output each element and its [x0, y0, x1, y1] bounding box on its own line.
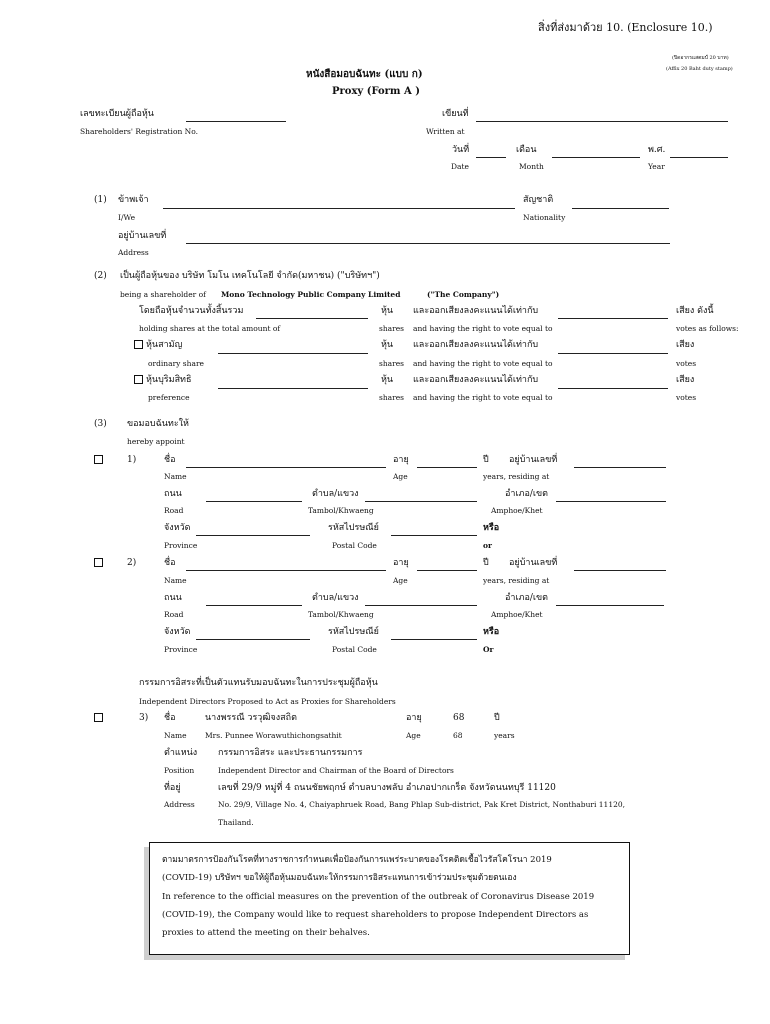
appoint-label-th: ขอมอบฉันทะให้: [127, 419, 189, 429]
proxy1-tambol-input[interactable]: [365, 501, 477, 502]
proxy2-house-input[interactable]: [574, 570, 666, 571]
proxy2-postal-input[interactable]: [391, 639, 477, 640]
preference-vote-label-th: และออกเสียงลงคะแนนได้เท่ากับ: [413, 375, 539, 385]
ordinary-votes-input[interactable]: [558, 353, 668, 354]
year-input[interactable]: [670, 157, 728, 158]
registration-label-en: Shareholders' Registration No.: [80, 127, 199, 136]
proxy3-years-th: ปี: [494, 713, 500, 723]
proxy1-postal-label-th: รหัสไปรษณีย์: [328, 523, 379, 533]
nationality-label-th: สัญชาติ: [523, 195, 554, 205]
year-label-th: พ.ศ.: [648, 145, 666, 155]
votes-follows-en: votes as follows:: [676, 324, 739, 333]
proxy3-checkbox[interactable]: [94, 713, 103, 722]
proxy1-house-label-th: อยู่บ้านเลขที่: [509, 455, 558, 465]
proxy3-position-label-en: Position: [164, 766, 195, 775]
proxy1-house-input[interactable]: [574, 467, 666, 468]
proxy2-road-input[interactable]: [206, 605, 302, 606]
preference-shares-unit-th: หุ้น: [381, 375, 394, 385]
proxy1-name-label-th: ชื่อ: [164, 455, 176, 465]
proxy3-address-en-line2: Thailand.: [218, 818, 254, 827]
proxy2-age-input[interactable]: [417, 570, 477, 571]
ordinary-shares-unit-th: หุ้น: [381, 340, 394, 350]
proxy3-name-label-en: Name: [164, 731, 187, 740]
registration-label-th: เลขทะเบียนผู้ถือหุ้น: [80, 109, 154, 119]
proxy2-years-en: years, residing at: [483, 576, 550, 585]
iwe-label-th: ข้าพเจ้า: [118, 195, 149, 205]
proxy2-province-label-en: Province: [164, 645, 198, 654]
ordinary-shares-input[interactable]: [218, 353, 368, 354]
proxy2-postal-label-en: Postal Code: [332, 645, 377, 654]
ordinary-share-label-th: หุ้นสามัญ: [146, 340, 183, 350]
proxy2-or-en: Or: [483, 645, 494, 654]
stamp-note-th: (ปิดอากรแสตมป์ 20 บาท): [672, 55, 729, 61]
preference-votes-unit-en: votes: [676, 393, 697, 402]
proxy2-tambol-label-th: ตำบล/แขวง: [312, 593, 359, 603]
form-title-th: หนังสือมอบฉันทะ (แบบ ก): [306, 69, 423, 80]
independent-heading-th: กรรมการอิสระที่เป็นตัวแทนรับมอบฉันทะในการประชุมผู้ถือหุ้น: [139, 678, 378, 688]
covid-notice-box: [149, 842, 630, 955]
proxy2-number: 2): [127, 558, 137, 568]
proxy1-tambol-label-en: Tambol/Khwaeng: [308, 506, 374, 515]
proxy2-or-th: หรือ: [483, 627, 500, 637]
ordinary-votes-unit-en: votes: [676, 359, 697, 368]
proxy3-address-th: เลขที่ 29/9 หมู่ที่ 4 ถนนชัยพฤกษ์ ตำบลบางพลับ อำเภอปากเกร็ด จังหวัดนนทบุรี 11120: [218, 783, 556, 793]
proxy1-checkbox[interactable]: [94, 455, 103, 464]
year-label-en: Year: [648, 162, 665, 171]
proxy2-house-label-th: อยู่บ้านเลขที่: [509, 558, 558, 568]
notice-en-line1: In reference to the official measures on the prevention of the outbreak of Coronavirus Disease 2019: [162, 892, 595, 902]
proxy2-postal-label-th: รหัสไปรษณีย์: [328, 627, 379, 637]
total-votes-input[interactable]: [558, 318, 668, 319]
shareholder-line-th: เป็นผู้ถือหุ้นของ บริษัท โมโน เทคโนโลยี จำกัด(มหาชน) ("บริษัทฯ"): [120, 271, 380, 281]
written-at-input[interactable]: [476, 121, 728, 122]
preference-vote-label-en: and having the right to vote equal to: [413, 393, 553, 402]
proxy3-address-label-en: Address: [164, 800, 195, 809]
proxy3-address-en-line1: No. 29/9, Village No. 4, Chaiyaphruek Road, Bang Phlap Sub-district, Pak Kret District, Nonthaburi 11120,: [218, 800, 626, 809]
proxy1-years-th: ปี: [483, 455, 489, 465]
form-title-en: Proxy (Form A ): [332, 86, 420, 97]
preference-share-label-th: หุ้นบุริมสิทธิ: [146, 375, 192, 385]
proxy3-name-th: นางพรรณี วรวุฒิจงสถิต: [205, 713, 297, 723]
proxy3-age: 68: [453, 713, 465, 723]
proxy1-road-input[interactable]: [206, 501, 302, 502]
proxy1-age-label-en: Age: [393, 472, 408, 481]
proxy2-name-input[interactable]: [186, 570, 386, 571]
proxy2-road-label-en: Road: [164, 610, 184, 619]
proxy3-age-label-th: อายุ: [406, 713, 422, 723]
iwe-label-en: I/We: [118, 213, 136, 222]
proxy1-amphoe-input[interactable]: [556, 501, 666, 502]
month-label-en: Month: [519, 162, 544, 171]
nationality-label-en: Nationality: [523, 213, 566, 222]
enclosure-label: สิ่งที่ส่งมาด้วย 10. (Enclosure 10.): [538, 21, 713, 34]
proxy2-amphoe-input[interactable]: [556, 605, 664, 606]
written-at-label-en: Written at: [426, 127, 465, 136]
total-shares-label-th: โดยถือหุ้นจำนวนทั้งสิ้นรวม: [139, 306, 244, 316]
proxy2-amphoe-label-en: Amphoe/Khet: [491, 610, 543, 619]
stamp-note-en: (Affix 20 Baht duty stamp): [666, 66, 733, 72]
proxy1-amphoe-label-en: Amphoe/Khet: [491, 506, 543, 515]
proxy2-tambol-label-en: Tambol/Khwaeng: [308, 610, 374, 619]
shareholder-line-en-prefix: being a shareholder of: [120, 290, 206, 299]
company-quote-en: ("The Company"): [427, 290, 500, 299]
proxy3-years-en: years: [494, 731, 515, 740]
preference-votes-input[interactable]: [558, 388, 668, 389]
proxy1-province-label-th: จังหวัด: [164, 523, 191, 533]
proxy3-name-label-th: ชื่อ: [164, 713, 176, 723]
appoint-label-en: hereby appoint: [127, 437, 185, 446]
proxy2-name-label-en: Name: [164, 576, 187, 585]
ordinary-shares-unit-en: shares: [379, 359, 405, 368]
proxy3-position-label-th: ตำแหน่ง: [164, 748, 198, 758]
proxy1-postal-label-en: Postal Code: [332, 541, 377, 550]
ordinary-vote-label-en: and having the right to vote equal to: [413, 359, 553, 368]
proxy1-road-label-th: ถนน: [164, 489, 182, 499]
ordinary-share-label-en: ordinary share: [148, 359, 204, 368]
proxy3-position-th: กรรมการอิสระ และประธานกรรมการ: [218, 748, 363, 758]
proxy1-or-en: or: [483, 541, 492, 550]
proxy2-road-label-th: ถนน: [164, 593, 182, 603]
section3-number: (3): [94, 419, 107, 429]
company-name-en: Mono Technology Public Company Limited: [221, 290, 401, 299]
shares-unit-en: shares: [379, 324, 405, 333]
proxy1-amphoe-label-th: อำเภอ/เขต: [505, 489, 548, 499]
notice-en-line2: (COVID-19), the Company would like to request shareholders to propose Independent Directors as: [162, 910, 589, 920]
proxy1-age-input[interactable]: [417, 467, 477, 468]
notice-en-line3: proxies to attend the meeting on their behalves.: [162, 928, 370, 938]
ordinary-vote-label-th: และออกเสียงลงคะแนนได้เท่ากับ: [413, 340, 539, 350]
proxy1-name-input[interactable]: [186, 467, 386, 468]
proxy1-name-label-en: Name: [164, 472, 187, 481]
proxy2-tambol-input[interactable]: [365, 605, 477, 606]
written-at-label-th: เขียนที่: [442, 109, 469, 119]
ordinary-share-checkbox[interactable]: [134, 340, 143, 349]
proxy1-number: 1): [127, 455, 137, 465]
vote-label-th: และออกเสียงลงคะแนนได้เท่ากับ: [413, 306, 539, 316]
proxy1-tambol-label-th: ตำบล/แขวง: [312, 489, 359, 499]
proxy3-address-label-th: ที่อยู่: [164, 783, 181, 793]
month-input[interactable]: [552, 157, 640, 158]
proxy1-province-label-en: Province: [164, 541, 198, 550]
proxy3-position-en: Independent Director and Chairman of the Board of Directors: [218, 766, 454, 775]
preference-share-label-en: preference: [148, 393, 190, 402]
independent-heading-en: Independent Directors Proposed to Act as Proxies for Shareholders: [139, 697, 396, 706]
shares-unit-th: หุ้น: [381, 306, 394, 316]
proxy2-years-th: ปี: [483, 558, 489, 568]
total-shares-label-en: holding shares at the total amount of: [139, 324, 281, 333]
registration-input[interactable]: [186, 121, 286, 122]
proxy3-age-en: 68: [453, 731, 463, 740]
vote-label-en: and having the right to vote equal to: [413, 324, 553, 333]
section1-number: (1): [94, 195, 107, 205]
preference-share-checkbox[interactable]: [134, 375, 143, 384]
proxy3-name-en: Mrs. Punnee Worawuthichongsathit: [205, 731, 342, 740]
preference-shares-input[interactable]: [218, 388, 368, 389]
month-label-th: เดือน: [516, 145, 537, 155]
proxy1-years-en: years, residing at: [483, 472, 550, 481]
proxy2-province-input[interactable]: [196, 639, 310, 640]
proxy1-postal-input[interactable]: [391, 535, 477, 536]
proxy2-age-label-th: อายุ: [393, 558, 409, 568]
proxy2-amphoe-label-th: อำเภอ/เขต: [505, 593, 548, 603]
proxy3-number: 3): [139, 713, 149, 723]
iwe-input[interactable]: [163, 208, 515, 209]
preference-shares-unit-en: shares: [379, 393, 405, 402]
preference-votes-unit-th: เสียง: [676, 375, 695, 385]
address-input[interactable]: [186, 243, 670, 244]
proxy1-or-th: หรือ: [483, 523, 500, 533]
proxy3-age-label-en: Age: [406, 731, 421, 740]
notice-th-line1: ตามมาตรการป้องกันโรคที่ทางราชการกำหนดเพื่อป้องกันการแพร่ระบาดของโรคติดเชื้อไวรัสโคโรนา 2019: [162, 855, 552, 865]
proxy2-province-label-th: จังหวัด: [164, 627, 191, 637]
address-label-th: อยู่บ้านเลขที่: [118, 231, 167, 241]
date-label-th: วันที่: [452, 145, 470, 155]
address-label-en: Address: [118, 248, 149, 257]
proxy2-name-label-th: ชื่อ: [164, 558, 176, 568]
nationality-input[interactable]: [572, 208, 669, 209]
date-label-en: Date: [451, 162, 469, 171]
votes-follows-th: เสียง ดังนี้: [676, 306, 714, 316]
proxy1-province-input[interactable]: [196, 535, 310, 536]
proxy2-checkbox[interactable]: [94, 558, 103, 567]
proxy1-age-label-th: อายุ: [393, 455, 409, 465]
total-shares-input[interactable]: [256, 318, 368, 319]
notice-th-line2: (COVID-19) บริษัทฯ ขอให้ผู้ถือหุ้นมอบฉันทะให้กรรมการอิสระแทนการเข้าร่วมประชุมด้วยตนเอง: [162, 873, 517, 883]
proxy1-road-label-en: Road: [164, 506, 184, 515]
proxy2-age-label-en: Age: [393, 576, 408, 585]
date-input[interactable]: [476, 157, 506, 158]
section2-number: (2): [94, 271, 107, 281]
ordinary-votes-unit-th: เสียง: [676, 340, 695, 350]
